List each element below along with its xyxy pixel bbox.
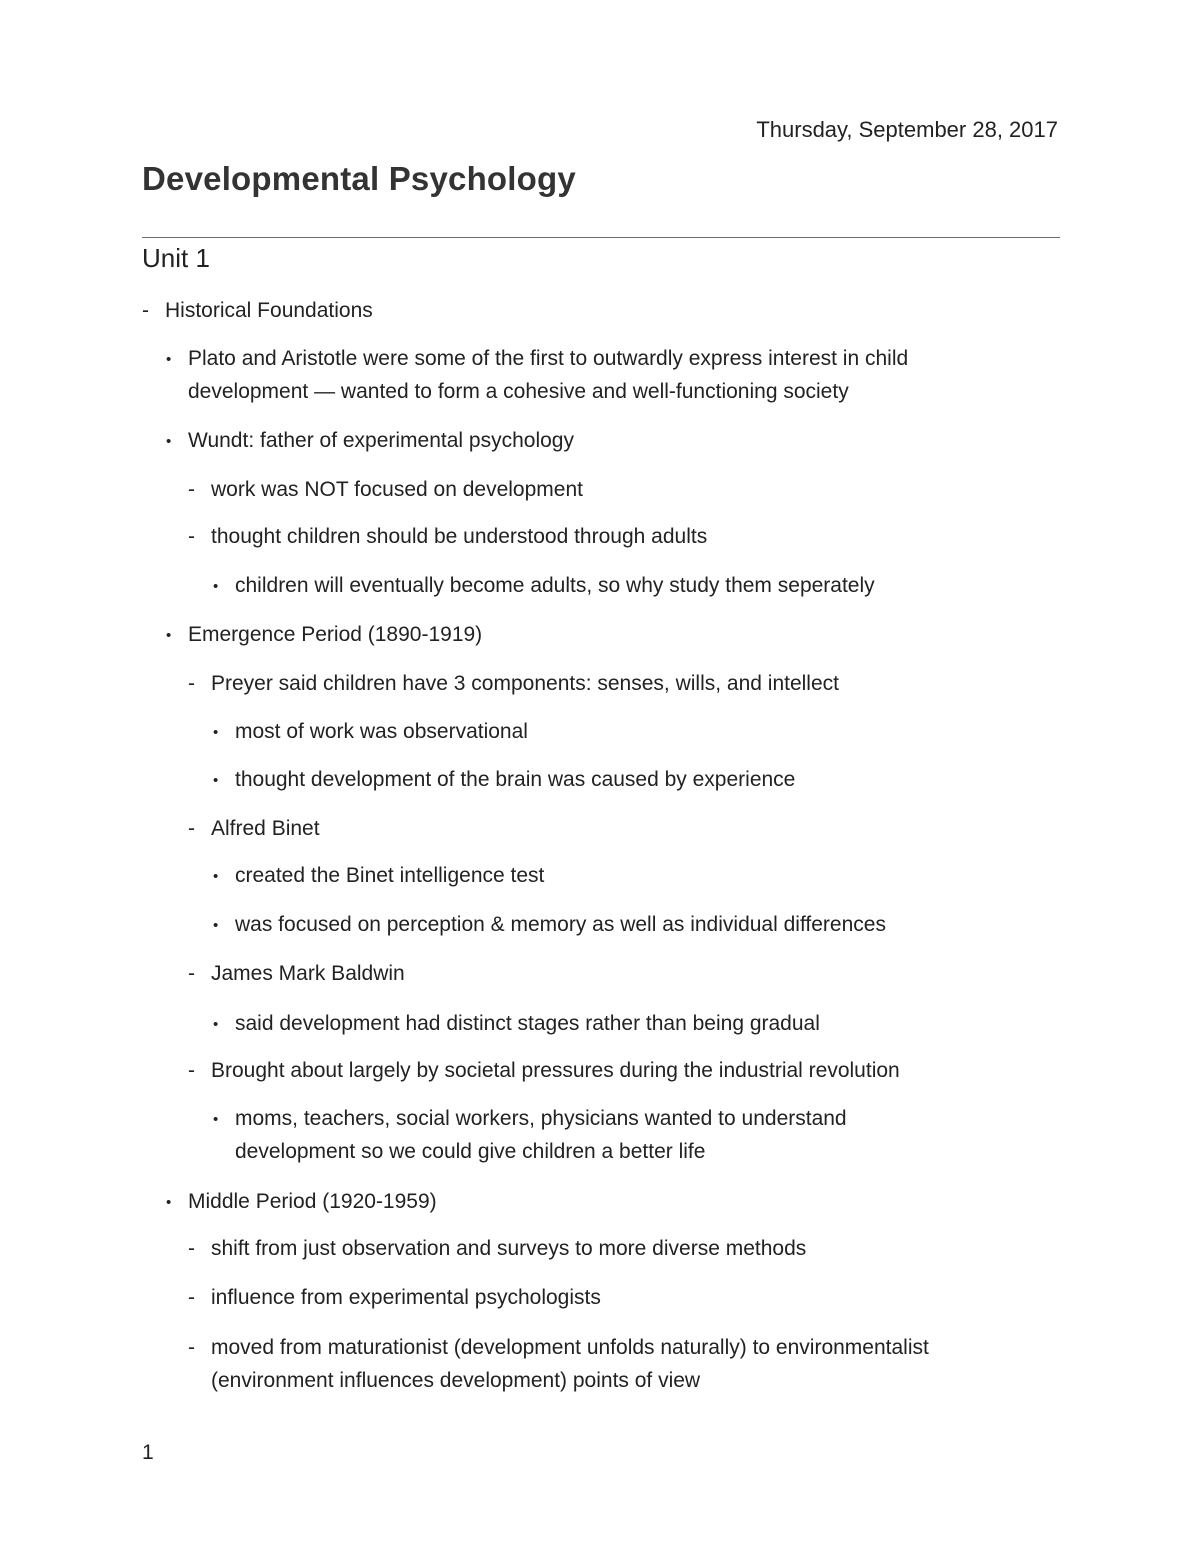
- outline-item: Alfred Binet: [211, 817, 320, 840]
- page-title: Developmental Psychology: [142, 160, 576, 197]
- bullet-marker: •: [213, 1111, 219, 1128]
- outline-item: Middle Period (1920-1959): [188, 1190, 437, 1213]
- outline-item: shift from just observation and surveys to more diverse methods: [211, 1237, 807, 1260]
- outline-item: moved from maturationist (development unfolds naturally) to environmentalist: [211, 1336, 929, 1359]
- bullet-marker: •: [213, 917, 219, 934]
- bullet-marker: •: [213, 578, 219, 595]
- outline-item: said development had distinct stages rather than being gradual: [235, 1012, 820, 1035]
- dash-marker: -: [188, 478, 195, 501]
- outline-item: thought children should be understood through adults: [211, 525, 708, 548]
- dash-marker: -: [142, 299, 149, 322]
- title-divider: [142, 237, 1060, 238]
- outline-item: work was NOT focused on development: [211, 478, 583, 501]
- outline-item: Preyer said children have 3 components: senses, wills, and intellect: [211, 672, 839, 695]
- outline-item-continuation: development — wanted to form a cohesive and well-functioning society: [188, 380, 849, 403]
- outline-item: moms, teachers, social workers, physicians wanted to understand: [235, 1107, 847, 1130]
- dash-marker: -: [188, 1286, 195, 1309]
- outline-item: James Mark Baldwin: [211, 962, 405, 985]
- dash-marker: -: [188, 672, 195, 695]
- dash-marker: -: [188, 525, 195, 548]
- bullet-marker: •: [166, 351, 172, 368]
- outline-item: children will eventually become adults, so why study them seperately: [235, 574, 875, 597]
- outline-item: thought development of the brain was caused by experience: [235, 768, 796, 791]
- outline-item: was focused on perception & memory as well as individual differences: [235, 913, 886, 936]
- dash-marker: -: [188, 1336, 195, 1359]
- outline-item: Plato and Aristotle were some of the first to outwardly express interest in child: [188, 347, 909, 370]
- outline-item: influence from experimental psychologists: [211, 1286, 601, 1309]
- dash-marker: -: [188, 962, 195, 985]
- dash-marker: -: [188, 1237, 195, 1260]
- dash-marker: -: [188, 1059, 195, 1082]
- bullet-marker: •: [166, 1194, 172, 1211]
- outline-item-continuation: development so we could give children a better life: [235, 1140, 706, 1163]
- bullet-marker: •: [213, 724, 219, 741]
- page-date: Thursday, September 28, 2017: [756, 117, 1058, 142]
- outline-item: created the Binet intelligence test: [235, 864, 545, 887]
- outline-item: Wundt: father of experimental psychology: [188, 429, 574, 452]
- outline-item: Historical Foundations: [165, 299, 373, 322]
- bullet-marker: •: [213, 772, 219, 789]
- outline-item: most of work was observational: [235, 720, 528, 743]
- bullet-marker: •: [213, 868, 219, 885]
- dash-marker: -: [188, 817, 195, 840]
- bullet-marker: •: [166, 433, 172, 450]
- page-number: 1: [142, 1441, 154, 1464]
- outline-item-continuation: (environment influences development) points of view: [211, 1369, 701, 1392]
- bullet-marker: •: [213, 1016, 219, 1033]
- outline-item: Brought about largely by societal pressures during the industrial revolution: [211, 1059, 900, 1082]
- section-heading: Unit 1: [142, 243, 210, 273]
- bullet-marker: •: [166, 627, 172, 644]
- outline-item: Emergence Period (1890-1919): [188, 623, 483, 646]
